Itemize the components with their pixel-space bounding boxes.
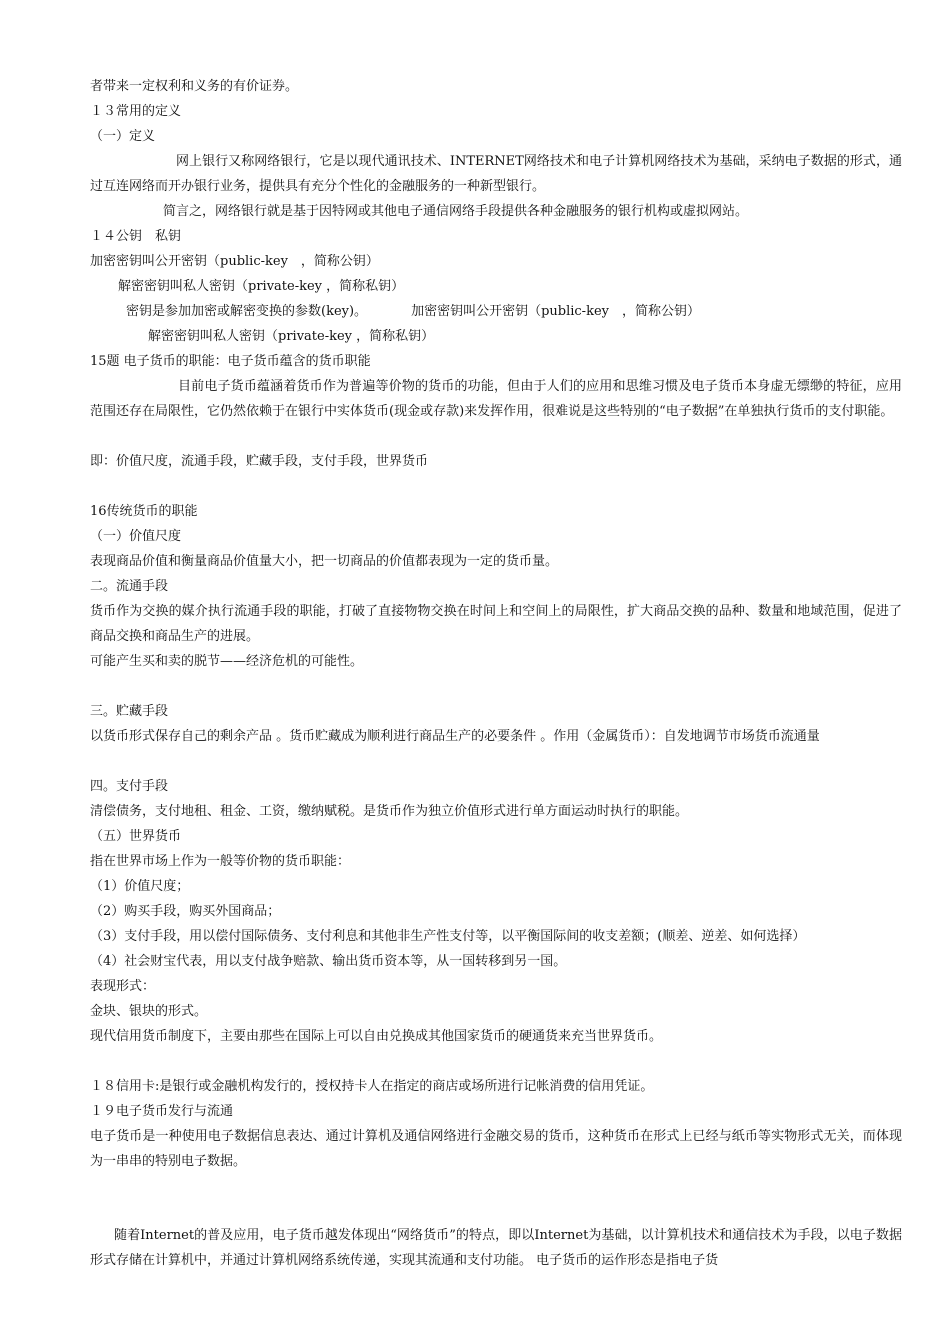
text-line: 表现形式： [90, 979, 156, 994]
text-segment: 密钥是参加加密或解密变换的参数(key)。 [126, 304, 368, 319]
text-line: 加密密钥叫公开密钥（public-key ，简称公钥） [90, 254, 379, 269]
text-line: 简言之，网络银行就是基于因特网或其他电子通信网络手段提供各种金融服务的银行机构或虚拟网站。 [163, 204, 749, 219]
text-line: 解密密钥叫私人密钥（private-key ，简称私钥） [148, 329, 435, 344]
list-item: （2）购买手段，购买外国商品； [90, 904, 281, 919]
paragraph-emoney-definition: 电子货币是一种使用电子数据信息表达、通过计算机及通信网络进行金融交易的货币，这种货币在形式上已经与纸币等实物形式无关，而体现为一串串的特别电子数据。 [90, 1129, 902, 1169]
subsection-heading: 二。流通手段 [90, 579, 169, 594]
paragraph-network-money: 随着Internet的普及应用，电子货币越发体现出“网络货币”的特点，即以Internet为基础，以计算机技术和通信技术为手段，以电子数据形式存储在计算机中，并通过计算机网络系统传递，实现其流通和支付功能。 电子货币的运作形态是指电子货 [90, 1228, 902, 1268]
paragraph-circulation: 货币作为交换的媒介执行流通手段的职能，打破了直接物物交换在时间上和空间上的局限性，扩大商品交换的品种、数量和地域范围，促进了商品交换和商品生产的进展。 [90, 604, 902, 644]
text-line: 清偿债务，支付地租、租金、工资，缴纳赋税。是货币作为独立价值形式进行单方面运动时执行的职能。 [90, 804, 689, 819]
paragraph-storage: 以货币形式保存自己的剩余产品 。货币贮藏成为顺利进行商品生产的必要条件 。作用（金属货币）：自发地调节市场货币流通量 [90, 729, 820, 744]
subsection-heading: 三。贮藏手段 [90, 704, 169, 719]
section-heading: １８信用卡:是银行或金融机构发行的，授权持卡人在指定的商店或场所进行记帐消费的信用凭证。 [90, 1079, 654, 1094]
list-item: （4）社会财宝代表，用以支付战争赔款、输出货币资本等，从一国转移到另一国。 [90, 954, 567, 969]
list-item: （1）价值尺度； [90, 879, 190, 894]
text-line: 解密密钥叫私人密钥（private-key ，简称私钥） [118, 279, 405, 294]
text-line: 指在世界市场上作为一般等价物的货币职能： [90, 854, 351, 869]
text-line: 现代信用货币制度下，主要由那些在国际上可以自由兑换成其他国家货币的硬通货来充当世界货币。 [90, 1029, 663, 1044]
section-heading: 15题 电子货币的职能：电子货币蕴含的货币职能 [90, 354, 371, 369]
paragraph-electronic-money: 目前电子货币蕴涵着货币作为普遍等价物的货币的功能，但由于人们的应用和思维习惯及电子货币本身虚无缥缈的特征，应用范围还存在局限性，它仍然依赖于在银行中实体货币(现金或存款)来发挥作用，很难说是这些特别的“电子数据”在单独执行货币的支付职能。 [90, 379, 902, 419]
section-heading: 16传统货币的职能 [90, 504, 198, 519]
subsection-heading: 四。支付手段 [90, 779, 169, 794]
section-heading: １９电子货币发行与流通 [90, 1104, 234, 1119]
text-line: 可能产生买和卖的脱节——经济危机的可能性。 [90, 654, 364, 669]
text-line: 表现商品价值和衡量商品价值量大小，把一切商品的价值都表现为一定的货币量。 [90, 554, 559, 569]
text-line [0, 299, 950, 324]
text-line: 者带来一定权利和义务的有价证券。 [90, 79, 299, 94]
paragraph-online-bank: 网上银行又称网络银行，它是以现代通讯技术、INTERNET网络技术和电子计算机网络技术为基础，采纳电子数据的形式，通过互连网络而开办银行业务，提供具有充分个性化的金融服务的一种新型银行。 [90, 154, 902, 194]
text-line: 金块、银块的形式。 [90, 1004, 208, 1019]
list-item: （3）支付手段，用以偿付国际债务、支付利息和其他非生产性支付等，以平衡国际间的收支差额；(顺差、逆差、如何选择） [90, 929, 806, 944]
text-segment: 加密密钥叫公开密钥（public-key ，简称公钥） [411, 304, 700, 319]
subsection-heading: （一）定义 [90, 129, 156, 144]
text-line: 即：价值尺度，流通手段，贮藏手段，支付手段，世界货币 [90, 454, 429, 469]
section-heading: １３常用的定义 [90, 104, 182, 119]
section-heading: １４公钥 私钥 [90, 229, 182, 244]
subsection-heading: （一）价值尺度 [90, 529, 182, 544]
subsection-heading: （五）世界货币 [90, 829, 182, 844]
